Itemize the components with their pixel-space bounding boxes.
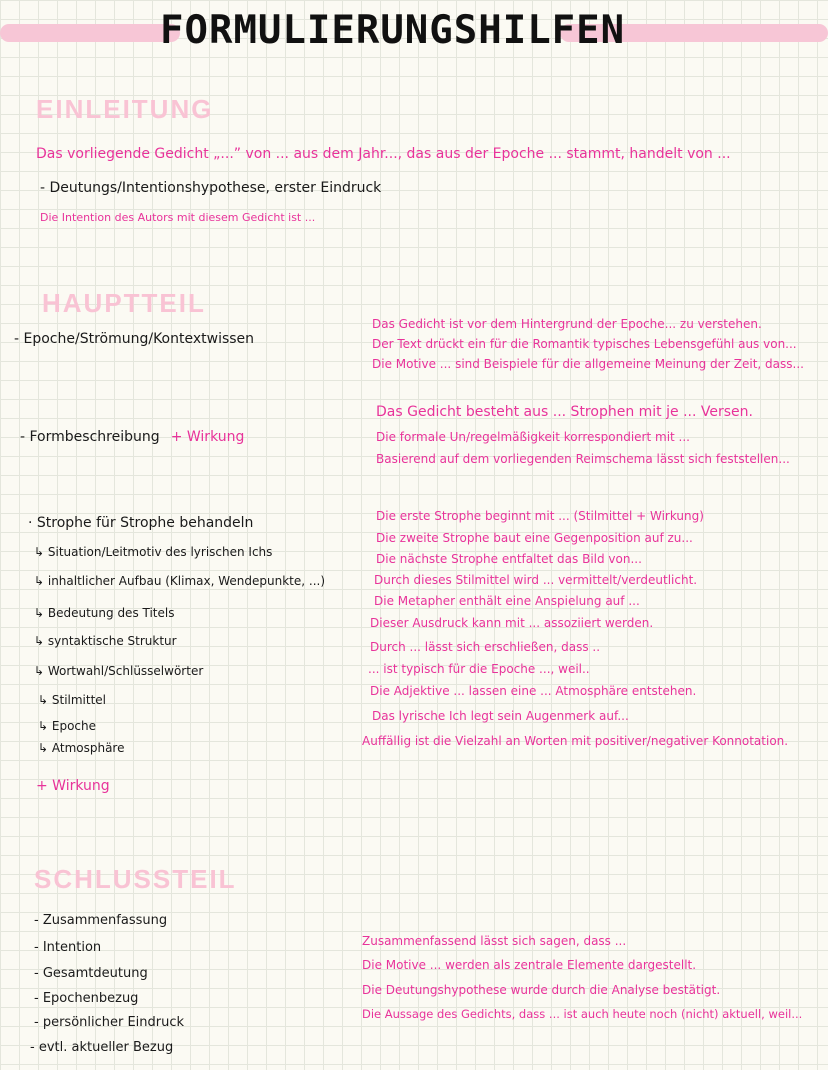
strophe-line: Auffällig ist die Vielzahl an Worten mit positiver/negativer Konnotation.	[362, 734, 789, 748]
strophe-label: · Strophe für Strophe behandeln	[28, 515, 254, 531]
schlussteil-item: - Intention	[34, 940, 102, 955]
form-line: Die formale Un/regelmäßigkeit korrespondiert mit ...	[376, 430, 690, 444]
strophe-line: Die erste Strophe beginnt mit ... (Stilmittel + Wirkung)	[376, 509, 704, 523]
schlussteil-line: Zusammenfassend lässt sich sagen, dass ...	[362, 934, 627, 948]
strophe-line: Die Metapher enthält eine Anspielung auf ...	[374, 594, 640, 608]
epoche-line: Die Motive ... sind Beispiele für die allgemeine Meinung der Zeit, dass...	[372, 357, 804, 371]
form-plus-wirkung: + Wirkung	[170, 429, 245, 445]
einleitung-line-1: Das vorliegende Gedicht „...” von ... aus dem Jahr..., das aus der Epoche ... stammt, handelt von ...	[36, 146, 731, 162]
strophe-sub-item: ↳ Epoche	[38, 719, 96, 733]
schlussteil-item: - Gesamtdeutung	[34, 966, 148, 981]
strophe-sub-item: ↳ Situation/Leitmotiv des lyrischen Ichs	[34, 545, 273, 559]
epoche-line: Das Gedicht ist vor dem Hintergrund der Epoche... zu verstehen.	[372, 317, 762, 331]
form-label-row	[20, 426, 244, 445]
form-label: - Formbeschreibung	[20, 429, 160, 445]
schlussteil-heading: SCHLUSSTEIL	[34, 864, 237, 894]
schlussteil-item: - persönlicher Eindruck	[34, 1015, 185, 1030]
schlussteil-item: - Zusammenfassung	[34, 913, 168, 928]
strophe-sub-item: ↳ Atmosphäre	[38, 741, 125, 755]
strophe-line: Durch ... lässt sich erschließen, dass ..	[370, 640, 601, 654]
strophe-line: Durch dieses Stilmittel wird ... vermittelt/verdeutlicht.	[374, 573, 698, 587]
strophe-line: Die Adjektive ... lassen eine ... Atmosphäre entstehen.	[370, 684, 697, 698]
epoche-label: - Epoche/Strömung/Kontextwissen	[14, 331, 255, 347]
hauptteil-heading: HAUPTTEIL	[42, 288, 206, 318]
form-line: Basierend auf dem vorliegenden Reimschema lässt sich feststellen...	[376, 452, 790, 466]
schlussteil-item: - evtl. aktueller Bezug	[30, 1040, 174, 1055]
strophe-line: Die zweite Strophe baut eine Gegenposition auf zu...	[376, 531, 693, 545]
epoche-line: Der Text drückt ein für die Romantik typisches Lebensgefühl aus von...	[372, 337, 797, 351]
schlussteil-line: Die Aussage des Gedichts, dass ... ist auch heute noch (nicht) aktuell, weil...	[362, 1007, 803, 1021]
form-line: Das Gedicht besteht aus ... Strophen mit je ... Versen.	[376, 404, 753, 420]
strophe-line: Dieser Ausdruck kann mit ... assoziiert werden.	[370, 616, 654, 630]
einleitung-line-2: - Deutungs/Intentionshypothese, erster Eindruck	[40, 180, 382, 196]
strophe-line: Die nächste Strophe entfaltet das Bild von...	[376, 552, 642, 566]
strophe-sub-item: ↳ Bedeutung des Titels	[34, 606, 175, 620]
schlussteil-line: Die Deutungshypothese wurde durch die Analyse bestätigt.	[362, 983, 721, 997]
schlussteil-item: - Epochenbezug	[34, 991, 139, 1006]
strophe-sub-item: ↳ Wortwahl/Schlüsselwörter	[34, 664, 204, 678]
strophe-sub-item: ↳ inhaltlicher Aufbau (Klimax, Wendepunkte, ...)	[34, 574, 325, 588]
schlussteil-line: Die Motive ... werden als zentrale Elemente dargestellt.	[362, 958, 697, 972]
page-title: FORMULIERUNGSHILFEN	[160, 8, 626, 53]
strophe-plus-wirkung: + Wirkung	[36, 778, 110, 794]
title-highlight-left	[0, 24, 180, 42]
strophe-sub-item: ↳ Stilmittel	[38, 693, 107, 707]
einleitung-line-3: Die Intention des Autors mit diesem Gedicht ist ...	[40, 211, 316, 224]
strophe-sub-item: ↳ syntaktische Struktur	[34, 634, 177, 648]
einleitung-heading: EINLEITUNG	[36, 94, 214, 124]
strophe-line: ... ist typisch für die Epoche ..., weil..	[368, 662, 590, 676]
strophe-line: Das lyrische Ich legt sein Augenmerk auf...	[372, 709, 629, 723]
